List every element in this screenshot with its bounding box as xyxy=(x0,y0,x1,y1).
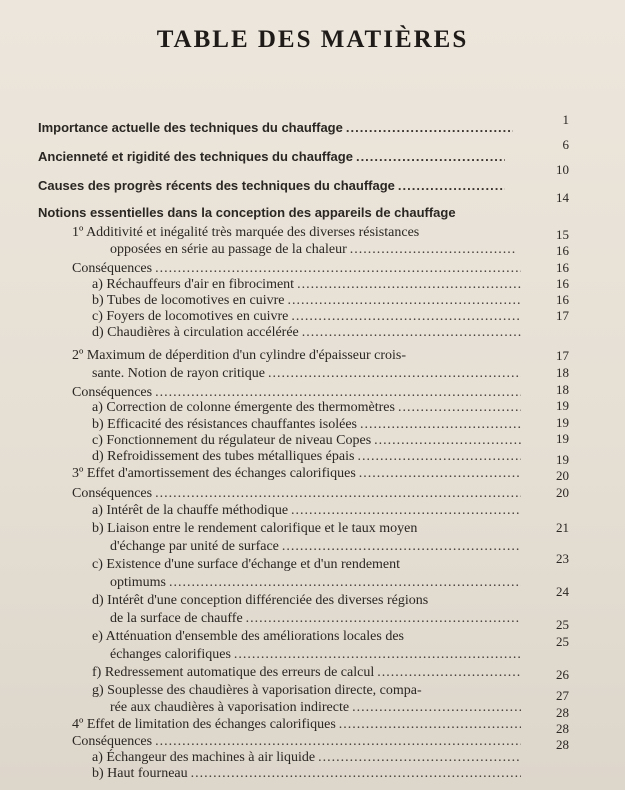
toc-entry-text: b) Haut fourneau xyxy=(92,766,188,781)
page-number: 26 xyxy=(556,667,569,682)
toc-entry-text: échanges calorifiques xyxy=(110,647,231,662)
dot-leader xyxy=(287,294,521,308)
dot-leader xyxy=(377,666,521,680)
toc-entry[interactable] xyxy=(92,310,524,324)
dot-leader xyxy=(155,262,521,276)
toc-entry-text: d'échange par unité de surface xyxy=(110,539,279,554)
toc-entry-text: 2º Maximum de déperdition d'un cylindre d'épaisseur crois- xyxy=(72,348,407,363)
dot-leader xyxy=(374,434,521,448)
page-number: 28 xyxy=(556,737,569,752)
toc-entry[interactable] xyxy=(92,666,524,680)
toc-entry-text: de la surface de chauffe xyxy=(110,611,243,626)
toc-entry[interactable] xyxy=(72,386,524,400)
page-number: 16 xyxy=(556,260,569,275)
toc-entry-text: b) Tubes de locomotives en cuivre xyxy=(92,293,285,308)
page-number: 18 xyxy=(556,365,569,380)
toc-entry-text: opposées en série au passage de la chaleur xyxy=(110,242,347,257)
toc-entry-text: a) Réchauffeurs d'air en fibrociment xyxy=(92,277,295,292)
toc-entry[interactable] xyxy=(92,367,524,381)
dot-leader xyxy=(155,487,521,501)
dot-leader xyxy=(169,576,521,590)
toc-entry-text: b) Efficacité des résistances chauffantes isolées xyxy=(92,417,357,432)
toc-entry-text: 3º Effet d'amortissement des échanges calorifiques xyxy=(72,466,356,481)
page-number: 25 xyxy=(556,617,569,632)
toc-entry[interactable] xyxy=(92,630,526,644)
page-number: 28 xyxy=(556,705,569,720)
toc-entry[interactable] xyxy=(38,206,528,219)
dot-leader xyxy=(318,751,521,765)
toc-entry[interactable] xyxy=(92,294,524,308)
toc-entry[interactable] xyxy=(110,243,518,257)
toc-entry[interactable] xyxy=(92,751,524,765)
dot-leader xyxy=(282,540,521,554)
toc-entry[interactable] xyxy=(92,450,524,464)
toc-entry[interactable] xyxy=(92,558,526,572)
toc-entry-text: g) Souplesse des chaudières à vaporisation directe, compa- xyxy=(92,683,422,698)
toc-entry[interactable] xyxy=(72,735,524,749)
toc-entry[interactable] xyxy=(92,278,524,292)
dot-leader xyxy=(297,278,521,292)
dot-leader xyxy=(357,450,521,464)
toc-entry[interactable] xyxy=(110,576,524,590)
toc-entry[interactable] xyxy=(92,522,526,536)
page-number: 16 xyxy=(556,292,569,307)
page-number: 16 xyxy=(556,276,569,291)
toc-entry[interactable] xyxy=(92,594,526,608)
dot-leader xyxy=(302,326,521,340)
toc-entry[interactable] xyxy=(72,487,524,501)
page-number: 19 xyxy=(556,431,569,446)
toc-entry[interactable] xyxy=(110,612,524,626)
page-number: 18 xyxy=(556,382,569,397)
toc-entry[interactable] xyxy=(110,540,524,554)
toc-entry[interactable] xyxy=(72,262,524,276)
toc-entry-text: sante. Notion de rayon critique xyxy=(92,366,266,381)
toc-entry[interactable] xyxy=(110,648,524,662)
toc-entry-text: Importance actuelle des techniques du chauffage xyxy=(38,120,343,135)
page-number: 10 xyxy=(556,162,569,177)
page-number: 19 xyxy=(556,452,569,467)
toc-entry[interactable] xyxy=(92,418,524,432)
toc-entry[interactable] xyxy=(92,767,524,781)
toc-entry-text: c) Existence d'une surface d'échange et d'un rendement xyxy=(92,557,401,572)
page-number: 28 xyxy=(556,721,569,736)
toc-entry-text: Conséquences xyxy=(72,734,153,749)
toc-entry[interactable] xyxy=(72,226,522,240)
toc-entry-text: b) Liaison entre le rendement calorifique et le taux moyen xyxy=(92,521,418,536)
page-number: 6 xyxy=(562,137,569,152)
toc-entry-text: f) Redressement automatique des erreurs de calcul xyxy=(92,665,375,680)
toc-entry[interactable] xyxy=(92,504,524,518)
dot-leader xyxy=(155,386,521,400)
dot-leader xyxy=(398,401,521,415)
dot-leader xyxy=(398,179,505,192)
toc-entry-text: a) Échangeur des machines à air liquide xyxy=(92,750,316,765)
dot-leader xyxy=(359,467,521,481)
page-number: 15 xyxy=(556,227,569,242)
toc-entry-text: d) Refroidissement des tubes métalliques épais xyxy=(92,449,355,464)
page-number: 27 xyxy=(556,688,569,703)
dot-leader xyxy=(291,310,521,324)
page-number: 21 xyxy=(556,520,569,535)
dot-leader xyxy=(360,418,521,432)
page-number: 23 xyxy=(556,551,569,566)
toc-entry[interactable] xyxy=(92,434,524,448)
toc-entry[interactable] xyxy=(110,701,524,715)
toc-entry-text: 1º Additivité et inégalité très marquée des diverses résistances xyxy=(72,225,420,240)
toc-entry-text: Conséquences xyxy=(72,385,153,400)
dot-leader xyxy=(291,504,521,518)
dot-leader xyxy=(268,367,521,381)
toc-entry-text: Notions essentielles dans la conception des appareils de chauffage xyxy=(38,205,456,220)
toc-entry-text: 4º Effet de limitation des échanges calorifiques xyxy=(72,717,336,732)
toc-entry-text: d) Intérêt d'une conception différenciée des diverses régions xyxy=(92,593,429,608)
page-number: 14 xyxy=(556,190,569,205)
dot-leader xyxy=(246,612,521,626)
dot-leader xyxy=(346,121,513,134)
dot-leader xyxy=(350,243,515,257)
toc-entry-text: e) Atténuation d'ensemble des améliorations locales des xyxy=(92,629,404,644)
toc-entry-text: rée aux chaudières à vaporisation indirecte xyxy=(110,700,350,715)
dot-leader xyxy=(352,701,521,715)
toc-entry[interactable] xyxy=(72,349,524,363)
toc-entry[interactable] xyxy=(92,326,524,340)
toc-entry-text: c) Fonctionnement du régulateur de niveau Copes xyxy=(92,433,372,448)
dot-leader xyxy=(234,648,521,662)
toc-entry[interactable] xyxy=(92,401,524,415)
page-number: 1 xyxy=(562,112,569,127)
page-number: 20 xyxy=(556,485,569,500)
toc-entry-text: Conséquences xyxy=(72,486,153,501)
toc-entry-text: Causes des progrès récents des techniques du chauffage xyxy=(38,178,395,193)
dot-leader xyxy=(155,735,521,749)
dot-leader xyxy=(356,150,505,163)
toc-entry[interactable] xyxy=(38,150,508,163)
toc-entry[interactable] xyxy=(38,179,508,192)
page-number: 16 xyxy=(556,243,569,258)
toc-entry[interactable] xyxy=(72,467,524,481)
toc-entry-text: optimums xyxy=(110,575,167,590)
toc-entry-text: d) Chaudières à circulation accélérée xyxy=(92,325,299,340)
dot-leader xyxy=(339,718,521,732)
page-number: 19 xyxy=(556,415,569,430)
toc-entry[interactable] xyxy=(38,121,516,134)
page-number: 17 xyxy=(556,348,569,363)
toc-entry-text: Ancienneté et rigidité des techniques du chauffage xyxy=(38,149,353,164)
toc-entry-text: Conséquences xyxy=(72,261,153,276)
page-number: 25 xyxy=(556,634,569,649)
page-number: 24 xyxy=(556,584,569,599)
toc-entry-text: c) Foyers de locomotives en cuivre xyxy=(92,309,289,324)
toc-entry[interactable] xyxy=(92,684,526,698)
page-title: TABLE DES MATIÈRES xyxy=(156,26,469,53)
page-number: 19 xyxy=(556,398,569,413)
page-number: 17 xyxy=(556,308,569,323)
toc-entry[interactable] xyxy=(72,718,524,732)
toc-entry-text: a) Intérêt de la chauffe méthodique xyxy=(92,503,289,518)
page-number: 20 xyxy=(556,468,569,483)
dot-leader xyxy=(191,767,521,781)
toc-entry-text: a) Correction de colonne émergente des thermomètres xyxy=(92,400,395,415)
